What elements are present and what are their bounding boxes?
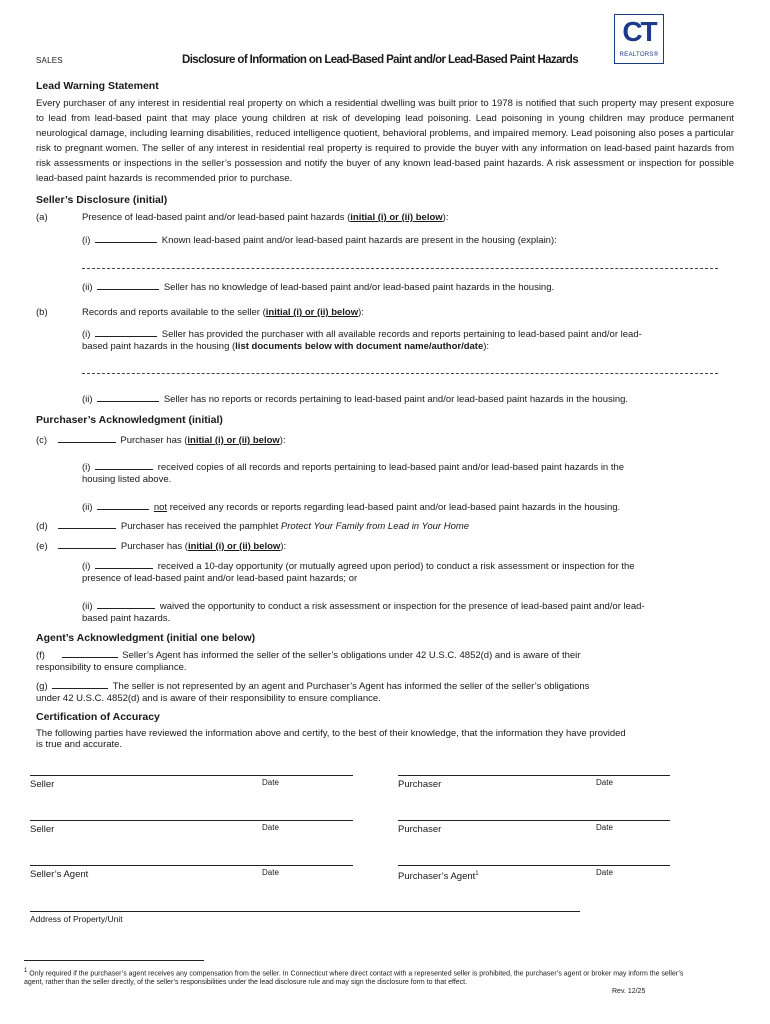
agent-ack-heading: Agent’s Acknowledgment (initial one below) [36,632,256,644]
sellers-agent-signature-line[interactable] [30,865,353,866]
purchaser-signature-line-1[interactable] [398,775,670,776]
item-b-choice: initial (i) or (ii) below [265,307,359,318]
initial-field-e-i[interactable] [95,559,153,569]
item-a-text: Presence of lead-based paint and/or lead-based paint hazards (initial (i) or (ii) below): [82,212,449,223]
address-label: Address of Property/Unit [30,914,123,924]
initial-field-f[interactable] [62,648,118,658]
seller-date-label-2: Date [262,823,279,832]
item-b-i: (i) Seller has provided the purchaser with all available records and reports pertaining to lead-based paint and/or lead- [82,329,642,340]
certification-text-cont: is true and accurate. [36,739,123,750]
explain-line-a[interactable] [82,268,718,269]
initial-field-g[interactable] [52,679,108,689]
initial-field-b-ii[interactable] [97,392,159,402]
purchasers-agent-date-label: Date [596,868,613,877]
purchasers-agent-signature-line[interactable] [398,865,670,866]
item-d: (d) Purchaser has received the pamphlet Protect Your Family from Lead in Your Home [36,521,470,532]
page-title: Disclosure of Information on Lead-Based Paint and/or Lead-Based Paint Hazards [182,54,578,66]
purchaser-date-label-2: Date [596,823,613,832]
initial-field-e[interactable] [58,539,116,549]
item-a-choice: initial (i) or (ii) below [350,212,443,223]
initial-field-c-i[interactable] [95,460,153,470]
initial-field-b-i[interactable] [95,327,157,337]
initial-field-a-ii[interactable] [97,280,159,290]
purchaser-label-1: Purchaser [398,779,442,790]
item-e: (e) Purchaser has (initial (i) or (ii) below): [36,541,287,552]
item-c-i: (i) received copies of all records and reports pertaining to lead-based paint and/or lead-based paint hazards in the [82,462,625,473]
item-b-ii: (ii) Seller has no reports or records pertaining to lead-based paint and/or lead-based paint hazards in the housing. [82,394,629,405]
footnote-cont: agent, rather than the seller directly, of the seller’s responsibilities under the lead disclosure rule and may sign the disclosure form to that effect. [24,979,468,986]
item-b-label: (b) [36,307,48,318]
item-g-cont: under 42 U.S.C. 4852(d) and is aware of their responsibility to ensure compliance. [36,693,381,704]
seller-label-2: Seller [30,824,55,835]
lead-warning-heading: Lead Warning Statement [36,80,159,92]
form-category: SALES [36,56,63,65]
seller-date-label-1: Date [262,778,279,787]
item-f: (f) Seller’s Agent has informed the seller of the seller’s obligations under 42 U.S.C. 4852(d) and is aware of their [36,650,581,661]
purchaser-ack-heading: Purchaser’s Acknowledgment (initial) [36,414,223,426]
logo-subtext: REALTORS® [619,52,659,58]
sellers-agent-date-label: Date [262,868,279,877]
item-e-i: (i) received a 10-day opportunity (or mutually agreed upon period) to conduct a risk assessment or inspection for the [82,561,635,572]
purchaser-label-2: Purchaser [398,824,442,835]
item-a-i: (i) Known lead-based paint and/or lead-based paint hazards are present in the housing (explain): [82,235,557,246]
initial-field-c[interactable] [58,433,116,443]
ct-realtors-logo [614,14,664,64]
seller-label-1: Seller [30,779,55,790]
item-c-ii: (ii) not received any records or reports regarding lead-based paint and/or lead-based paint hazards in the housing. [82,502,621,513]
item-g: (g) The seller is not represented by an agent and Purchaser’s Agent has informed the seller of the seller’s obligations [36,681,590,692]
initial-field-a-i[interactable] [95,233,157,243]
purchaser-date-label-1: Date [596,778,613,787]
item-a-label: (a) [36,212,48,223]
purchaser-signature-line-2[interactable] [398,820,670,821]
item-e-i-cont: presence of lead-based paint and/or lead-based paint hazards; or [82,573,358,584]
item-b-text: Records and reports available to the seller (initial (i) or (ii) below): [82,307,364,318]
footnote-divider [24,960,204,961]
lead-warning-body: Every purchaser of any interest in residential real property on which a residential dwelling was built prior to 1978 is notified that such property may present exposure to lead from lead-based paint that may place young children at risk of developing lead poisoning. Lead poisoning in young children may produce permanent neurological damage, including learning disabilities, reduced intelligence quotient, behavioral problems, and impaired memory. Lead poisoning also poses a particular risk to pregnant women. The seller of any interest in residential real property is required to provide the buyer with any information on lead-based paint hazards from risk assessments or inspections in the seller’s possession and notify the buyer of any known lead-based paint hazards. A risk assessment or inspection for possible lead-based paint hazards is recommended prior to purchase. [36,98,734,184]
documents-line-b[interactable] [82,373,718,374]
item-e-ii-cont: based paint hazards. [82,613,171,624]
seller-signature-line-1[interactable] [30,775,353,776]
sellers-agent-label: Seller’s Agent [30,869,89,880]
item-a-ii: (ii) Seller has no knowledge of lead-based paint and/or lead-based paint hazards in the housing. [82,282,555,293]
initial-field-e-ii[interactable] [97,599,155,609]
item-c-i-cont: housing listed above. [82,474,172,485]
item-f-cont: responsibility to ensure compliance. [36,662,187,673]
item-c: (c) Purchaser has (initial (i) or (ii) below): [36,435,286,446]
item-b-i-cont: based paint hazards in the housing (list documents below with document name/author/date): [82,341,490,352]
purchasers-agent-label: Purchaser’s Agent$^1$ [398,871,479,883]
address-line[interactable] [30,911,580,912]
initial-field-d[interactable] [58,519,116,529]
certification-heading: Certification of Accuracy [36,711,160,723]
certification-text: The following parties have reviewed the information above and certify, to the best of their knowledge, that the information they have provided [36,728,626,739]
seller-disclosure-heading: Seller’s Disclosure (initial) [36,194,168,206]
revision-label: Rev. 12/25 [612,988,646,995]
seller-signature-line-2[interactable] [30,820,353,821]
item-e-ii: (ii) waived the opportunity to conduct a risk assessment or inspection for the presence of lead-based paint and/or lead- [82,601,645,612]
logo-text: CT [622,16,656,47]
initial-field-c-ii[interactable] [97,500,149,510]
footnote: $^1$ Only required if the purchaser’s agent receives any compensation from the seller. In Connecticut where direct contact with a represented seller is prohibited, the purchaser’s agent or broker may inform the seller’s [24,968,684,978]
